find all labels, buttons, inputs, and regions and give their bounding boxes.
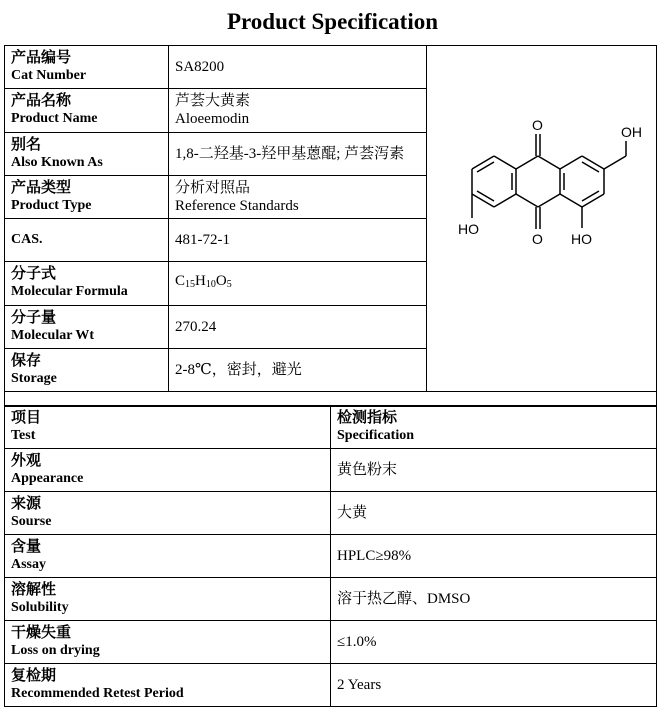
- header-specification: [331, 406, 657, 449]
- label-en: Also Known As: [11, 154, 103, 170]
- value-zh: 芦荟大黄素: [175, 93, 251, 110]
- label-en: CAS.: [11, 232, 43, 248]
- label-cell: [5, 262, 169, 305]
- label-zh: 复检期: [11, 668, 57, 684]
- label-en: Recommended Retest Period: [11, 686, 184, 701]
- label-zh: 产品名称: [11, 93, 72, 110]
- label-zh: 干燥失重: [11, 625, 72, 641]
- label-cell: [5, 348, 169, 391]
- label-en: Product Type: [11, 197, 92, 213]
- formula-c-count: 15: [185, 279, 196, 291]
- structure-cell: [427, 46, 657, 392]
- label-cell: [5, 578, 331, 621]
- left-ho-label: HO: [457, 221, 479, 237]
- label-en: Product Name: [11, 111, 98, 127]
- alias-value: 1,8-二羟基-3-羟甲基蒽醌; 芦荟泻素: [169, 132, 427, 175]
- storage-value: 2-8℃，密封，避光: [169, 348, 427, 391]
- label-zh: 保存: [11, 352, 42, 369]
- aloeemodin-structure-diagram: [428, 46, 656, 386]
- assay-value: HPLC≥98%: [331, 535, 657, 578]
- label-cell: [5, 621, 331, 664]
- table-header-row: [5, 406, 657, 449]
- label-zh: 溶解性: [11, 582, 57, 598]
- formula-h-count: 10: [205, 279, 216, 291]
- label-cell: [5, 492, 331, 535]
- label-en: Loss on drying: [11, 643, 100, 658]
- header-test-zh: 项目: [11, 410, 42, 426]
- formula-o-count: 5: [226, 279, 232, 291]
- label-zh: 来源: [11, 496, 42, 512]
- label-en: Molecular Formula: [11, 284, 128, 300]
- label-cell: [5, 449, 331, 492]
- specification-table: [4, 405, 657, 707]
- label-cell: [5, 219, 169, 262]
- label-zh: 产品编号: [11, 50, 72, 67]
- label-en: Sourse: [11, 514, 52, 529]
- bottom-ho-label: HO: [570, 231, 592, 247]
- molecular-formula-value: [169, 262, 427, 305]
- label-cell: [5, 664, 331, 707]
- cas-value: 481-72-1: [169, 219, 427, 262]
- header-spec-zh: 检测指标: [337, 410, 398, 426]
- label-en: Appearance: [11, 471, 84, 486]
- label-cell: [5, 132, 169, 175]
- value-en: Reference Standards: [175, 197, 299, 214]
- cat-number-value: SA8200: [169, 46, 427, 89]
- label-zh: 别名: [11, 136, 42, 153]
- label-cell: [5, 46, 169, 89]
- label-zh: 分子量: [11, 309, 57, 326]
- value-en: Aloeemodin: [175, 111, 250, 128]
- table-row: [5, 621, 657, 664]
- table-row: [5, 535, 657, 578]
- label-zh: 产品类型: [11, 179, 72, 196]
- table-row: [5, 46, 657, 89]
- carbonyl-o-top: O: [531, 117, 543, 133]
- retest-period-value: 2 Years: [331, 664, 657, 707]
- formula-o: O: [215, 273, 227, 290]
- header-spec-en: Specification: [337, 428, 414, 443]
- loss-on-drying-value: ≤1.0%: [331, 621, 657, 664]
- label-cell: [5, 89, 169, 132]
- label-cell: [5, 305, 169, 348]
- appearance-value: 黄色粉末: [331, 449, 657, 492]
- label-en: Assay: [11, 557, 47, 572]
- value-zh: 分析对照品: [175, 179, 251, 196]
- label-cell: [5, 535, 331, 578]
- label-zh: 分子式: [11, 266, 57, 283]
- label-en: Cat Number: [11, 68, 87, 84]
- table-row: [5, 664, 657, 707]
- product-info-table: [4, 45, 657, 407]
- label-en: Storage: [11, 370, 57, 386]
- carbonyl-o-bottom: O: [531, 231, 543, 247]
- table-row: [5, 492, 657, 535]
- product-name-value: [169, 89, 427, 132]
- formula-h: H: [195, 273, 206, 290]
- formula-c: C: [175, 273, 186, 290]
- label-en: Solubility: [11, 600, 69, 615]
- page-title: Product Specification: [226, 9, 439, 34]
- label-zh: 外观: [11, 453, 42, 469]
- label-en: Molecular Wt: [11, 327, 95, 343]
- hydroxymethyl-oh-label: OH: [620, 124, 642, 140]
- header-test: [5, 406, 331, 449]
- table-row: [5, 578, 657, 621]
- solubility-value: 溶于热乙醇、DMSO: [331, 578, 657, 621]
- product-type-value: [169, 175, 427, 218]
- table-row: [5, 449, 657, 492]
- header-test-en: Test: [11, 428, 36, 443]
- molecular-weight-value: 270.24: [169, 305, 427, 348]
- label-cell: [5, 175, 169, 218]
- label-zh: 含量: [11, 539, 42, 555]
- source-value: 大黄: [331, 492, 657, 535]
